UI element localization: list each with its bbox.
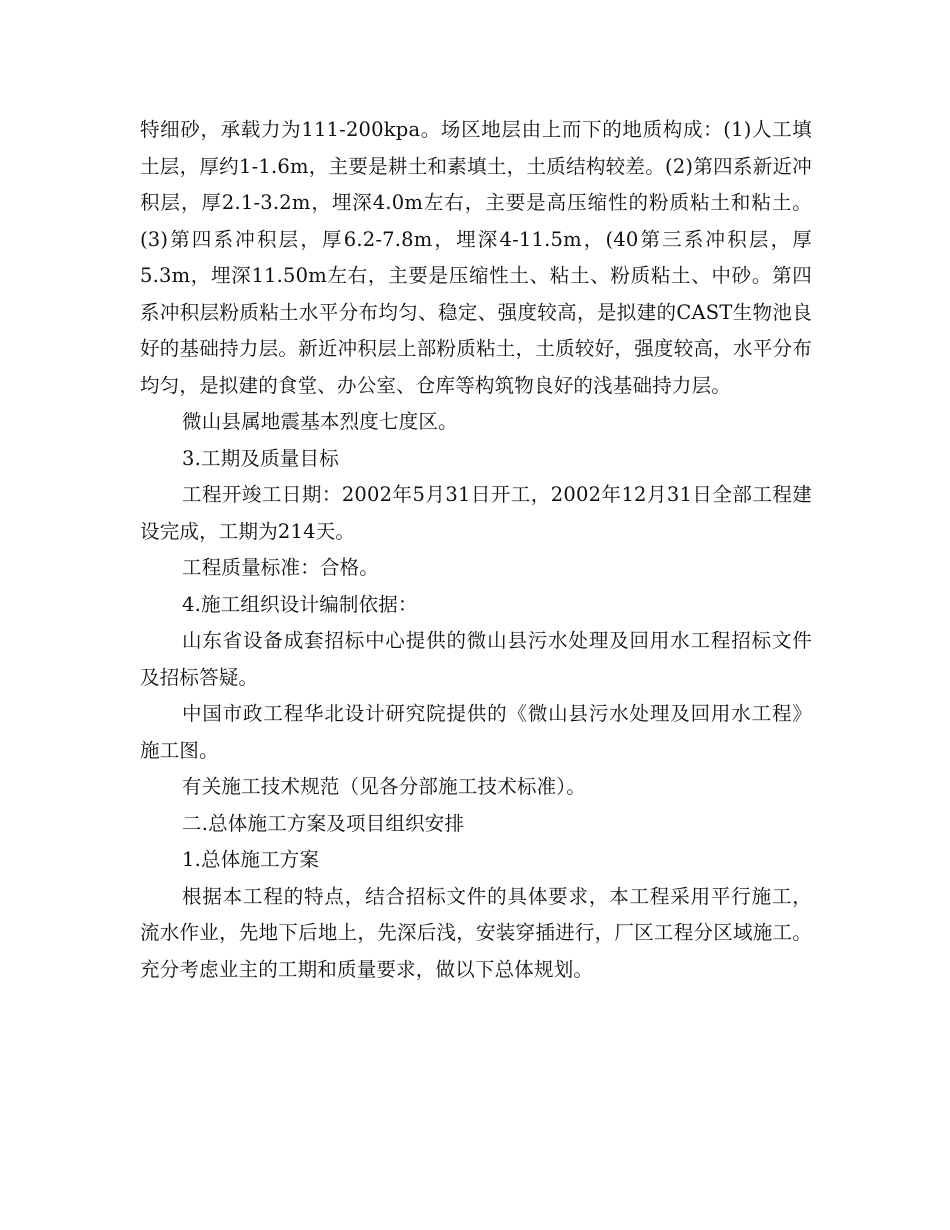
paragraph-dates: 工程开竣工日期：2002年5月31日开工，2002年12月31日全部工程建设完成，工期为214天。: [140, 483, 812, 543]
paragraph-basis-drawings: 中国市政工程华北设计研究院提供的《微山县污水处理及回用水工程》施工图。: [140, 702, 812, 762]
heading-schedule-quality: 3.工期及质量目标: [182, 446, 339, 470]
document-page: [140, 112, 812, 988]
paragraph-geology: 特细砂，承载力为111-200kpa。场区地层由上而下的地质构成：(1)人工填土层，厚约1-1.6m，主要是耕土和素填土，土质结构较差。(2)第四系新近冲积层，厚2.1-3.2m，埋深4.0m左右，主要是高压缩性的粉质粘土和粘土。(3)第四系冲积层，厚6.2-7.8m，埋深4-11.5m，(40第三系冲积层，厚5.3m，埋深11.50m左右，主要是压缩性土、粘土、粉质粘土、中砂。第四系冲积层粉质粘土水平分布均匀、稳定、强度较高，是拟建的CAST生物池良好的基础持力层。新近冲积层上部粉质粘土，土质较好，强度较高，水平分布均匀，是拟建的食堂、办公室、仓库等构筑物良好的浅基础持力层。: [140, 118, 812, 397]
heading-overall-plan: 1.总体施工方案: [182, 848, 320, 871]
heading-basis: 4.施工组织设计编制依据：: [182, 592, 418, 616]
heading-section-two: 二.总体施工方案及项目组织安排: [182, 811, 465, 835]
paragraph-basis-specs: 有关施工技术规范（见各分部施工技术标准）。: [182, 775, 586, 798]
paragraph-overall-plan: 根据本工程的特点，结合招标文件的具体要求，本工程采用平行施工，流水作业，先地下后地上，先深后浅，安装穿插进行，厂区工程分区域施工。充分考虑业主的工期和质量要求，做以下总体规划。: [140, 884, 812, 981]
paragraph-quality-standard: 工程质量标准：合格。: [182, 556, 380, 579]
paragraph-seismic: 微山县属地震基本烈度七度区。: [182, 410, 458, 433]
paragraph-basis-tender: 山东省设备成套招标中心提供的微山县污水处理及回用水工程招标文件及招标答疑。: [140, 629, 812, 689]
